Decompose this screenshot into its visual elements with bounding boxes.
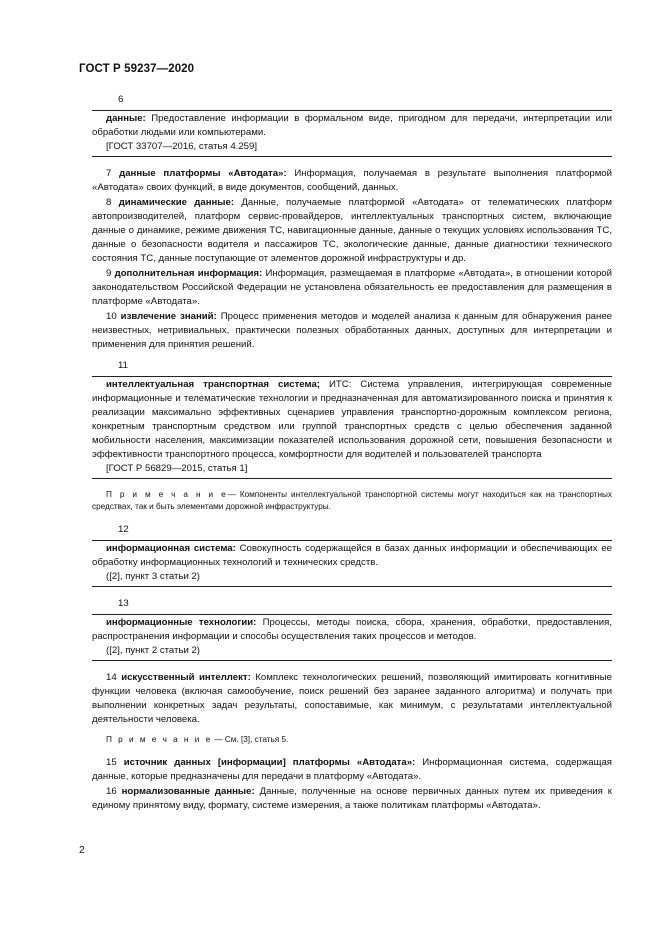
definition-text — [92, 542, 612, 570]
term-entry — [92, 196, 612, 266]
term-number: 11 — [118, 360, 128, 371]
source-reference: [ГОСТ Р 56829—2015, статья 1] — [106, 463, 248, 474]
term: динамические данные: — [118, 197, 235, 208]
boxed-definition — [92, 110, 612, 157]
term: данные: — [106, 113, 146, 124]
source-reference: ([2], пункт 2 статьи 2) — [106, 645, 201, 656]
term-entry — [92, 785, 612, 813]
term-number: 12 — [118, 524, 129, 535]
note — [92, 489, 612, 513]
note-text: — Компоненты интеллектуальной транспортной системы могут находиться как на транспортных средствах, так и быть элементами дорожной инфраструктуры. — [92, 490, 612, 511]
term-number: 6 — [118, 94, 124, 105]
definition: Информационная система, содержащая данные, которые предназначены для передачи в платформу «Автодата». — [92, 757, 613, 782]
term-entry — [92, 756, 612, 784]
note-label: П р и м е ч а н и е — [106, 490, 228, 499]
term-entry — [92, 167, 612, 195]
definition: Совокупность содержащейся в базах данных информации и обеспечивающих ее обработку информационных технологий и технических средств. — [92, 543, 612, 568]
term: искусственный интеллект: — [121, 672, 251, 683]
boxed-definition — [92, 614, 612, 661]
boxed-definition — [92, 540, 612, 587]
term-number: 7 — [106, 168, 112, 179]
definition: Данные, полученные на основе первичных данных путем их приведения к единому принятому виду, формату, системе измерения, а также политикам платформы «Автодата». — [92, 786, 612, 811]
term-number: 10 — [106, 311, 117, 322]
term: извлечение знаний: — [120, 311, 217, 322]
term-entry — [92, 310, 612, 352]
definition: Комплекс технологических решений, позволяющий имитировать когнитивные функции человека (включая самообучение, поиск решений без заранее заданного алгоритма) и получать при выполнении конкретных задач результаты, сопоставимые, как минимум, с результатами интеллектуальной деятельности человека. — [92, 672, 612, 725]
term: информационные технологии: — [106, 617, 257, 628]
boxed-definition — [92, 376, 612, 479]
definition: ИТС: Система управления, интегрирующая современные информационные и телематические технологии и предназначенная для автоматизированного поиска и принятия к реализации максимально эффективных сценариев управления транспортно-дорожным комплексом региона, конкретным транспортным средством или группой транспортных средств с целью обеспечения заданной мобильности населения, максимизации показателей использования дорожной сети, повышения безопасности и эффективности транспортного процесса, комфортности для водителей и пользователей транспорта — [92, 379, 612, 460]
term-number: 16 — [106, 786, 117, 797]
definition: Предоставление информации в формальном виде, пригодном для передачи, интерпретации или обработки людьми или компьютерами. — [92, 113, 612, 138]
note — [92, 734, 612, 746]
note-label: П р и м е ч а н и е — [106, 735, 213, 744]
term-number: 13 — [118, 598, 129, 609]
definition-text — [92, 112, 612, 140]
term-number: 14 — [106, 672, 117, 683]
definition: Процесс применения методов и моделей анализа к данным для обнаружения ранее неизвестных, нетривиальных, практически полезных обработанных данных, доступных для интерпретации и применения для принятия решений. — [92, 311, 612, 350]
definition: Данные, получаемые платформой «Автодата» от телематических платформ автопроизводителей, платформ сервис-провайдеров, интеллектуальных транспортных систем, включающие данные о динамике, режиме движения ТС, навигационные данные, данные о текущих условиях использования ТС, данные о безопасности водителя и пассажиров ТС, экологические данные, данные диагностики технического состояния ТС, данные поступающие от элементов дорожной инфраструктуры и др. — [92, 197, 612, 264]
definition: Информация, размещаемая в платформе «Автодата», в отношении которой законодательством Российской Федерации не установлена обязательность ее предоставления для размещения в платформе «Автодата». — [92, 268, 612, 307]
definition: Процессы, методы поиска, сбора, хранения, обработки, предоставления, распространения информации и способы осуществления таких процессов и методов. — [92, 617, 612, 642]
term: дополнительная информация: — [114, 268, 263, 279]
term: интеллектуальная транспортная система; — [106, 379, 320, 390]
term-number: 9 — [106, 268, 112, 279]
source-reference: ([2], пункт 3 статьи 2) — [106, 571, 201, 582]
term-number: 8 — [106, 197, 112, 208]
term-number: 15 — [106, 757, 117, 768]
note-text: — См. [3], статья 5. — [212, 735, 289, 744]
term-entry — [92, 267, 612, 309]
source-reference: [ГОСТ 33707—2016, статья 4.259] — [106, 141, 257, 152]
definition-text — [92, 378, 612, 462]
term: нормализованные данные: — [121, 786, 255, 797]
term-entry — [92, 671, 612, 727]
definition: Информация, получаемая в результате выполнения платформой «Автодата» своих функций, в виде документов, сообщений, данных. — [92, 168, 612, 193]
document-body — [92, 93, 612, 813]
term: данные платформы «Автодата»: — [119, 168, 287, 179]
term: источник данных [информации] платформы «Автодата»: — [123, 757, 416, 768]
term: информационная система: — [106, 543, 236, 554]
standard-header: ГОСТ Р 59237—2020 — [79, 63, 195, 75]
page-number: 2 — [79, 844, 85, 856]
definition-text — [92, 616, 612, 644]
